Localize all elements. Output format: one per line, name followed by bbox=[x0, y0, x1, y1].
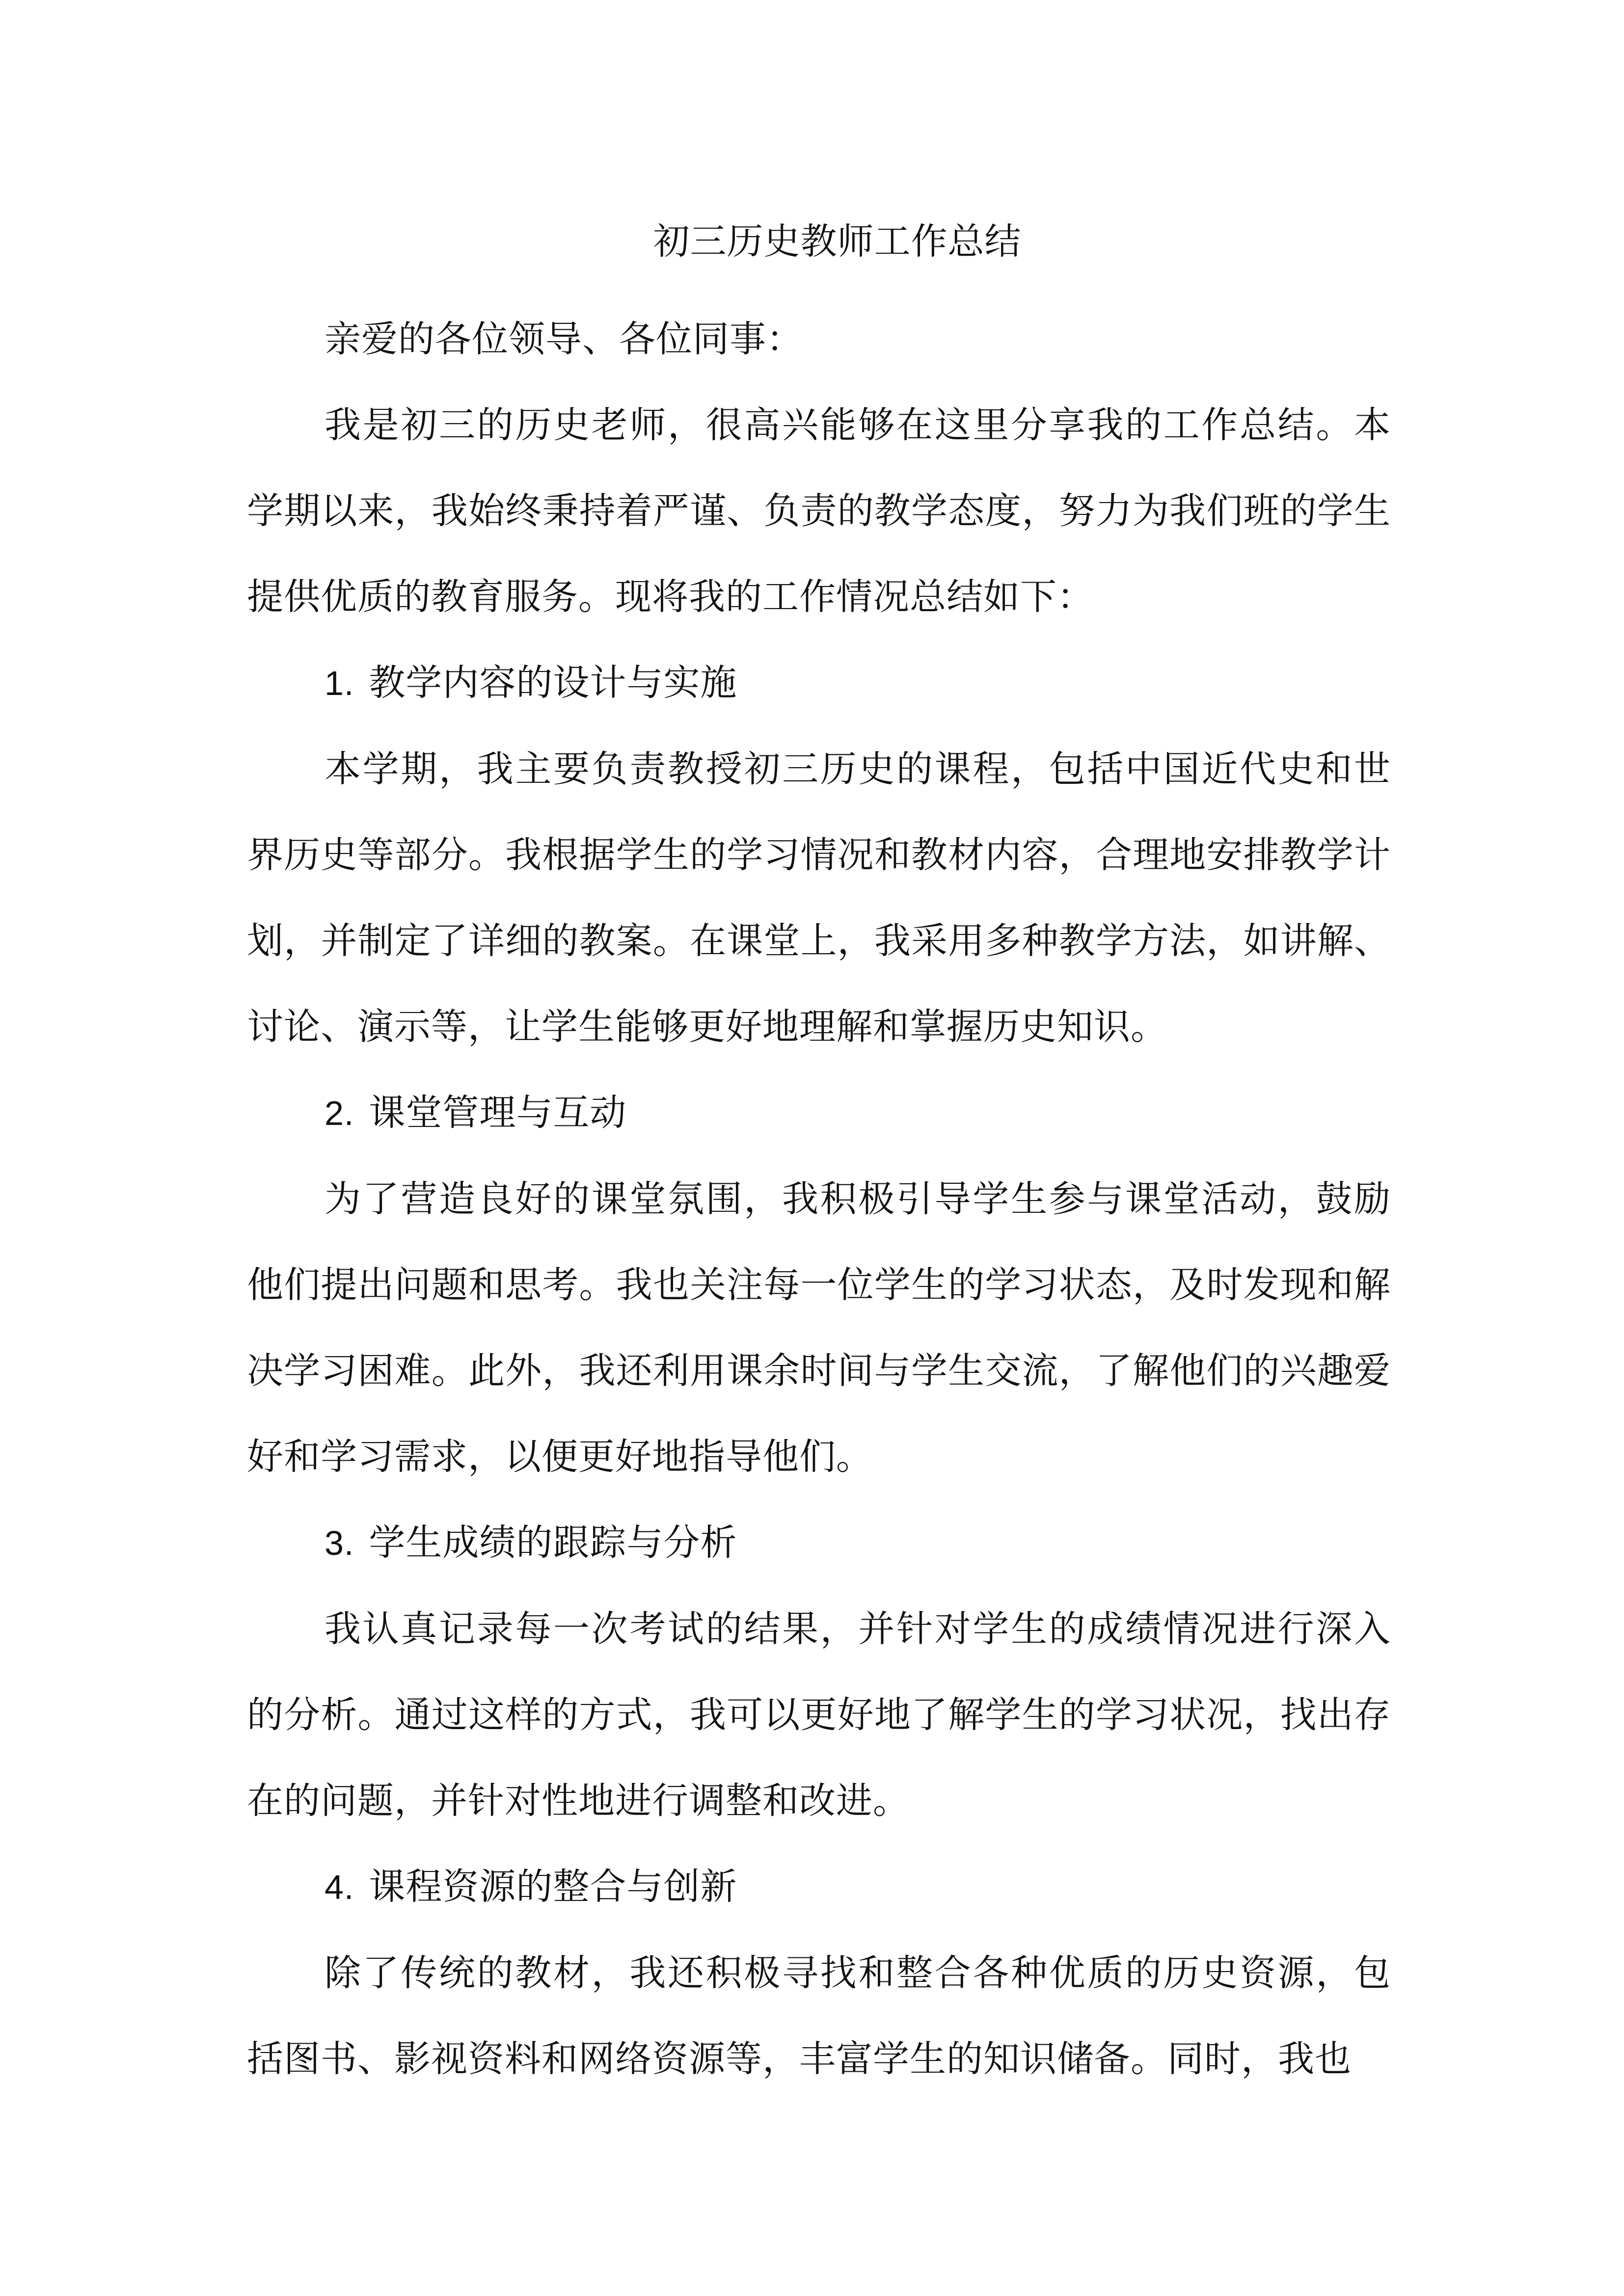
greeting: 亲爱的各位领导、各位同事： bbox=[325, 318, 803, 360]
section-heading-4 bbox=[247, 1844, 1391, 1930]
document-body bbox=[247, 212, 1391, 2102]
intro-paragraph: 我是初三的历史老师，很高兴能够在这里分享我的工作总结。本学期以来，我始终秉持着严谨、负责的教学态度，努力为我们班的学生提供优质的教育服务。现将我的工作情况总结如下： bbox=[247, 404, 1391, 618]
section-heading-text: 学生成绩的跟踪与分析 bbox=[369, 1522, 737, 1564]
section-body-4: 除了传统的教材，我还积极寻找和整合各种优质的历史资源，包括图书、影视资料和网络资源等，丰富学生的知识储备。同时，我也 bbox=[247, 1952, 1391, 2080]
section-heading-text: 教学内容的设计与实施 bbox=[369, 662, 737, 704]
document-title: 初三历史教师工作总结 bbox=[653, 220, 1022, 263]
section-number: 4. bbox=[325, 1868, 354, 1906]
section-heading-3 bbox=[247, 1500, 1391, 1586]
section-heading-text: 课堂管理与互动 bbox=[369, 1092, 627, 1134]
section-heading-1 bbox=[247, 640, 1391, 726]
section-number: 3. bbox=[325, 1524, 354, 1562]
section-heading-2 bbox=[247, 1070, 1391, 1156]
section-number: 2. bbox=[325, 1094, 354, 1132]
section-body-3: 我认真记录每一次考试的结果，并针对学生的成绩情况进行深入的分析。通过这样的方式，我可以更好地了解学生的学习状况，找出存在的问题，并针对性地进行调整和改进。 bbox=[247, 1608, 1391, 1822]
section-number: 1. bbox=[325, 664, 354, 702]
section-body-1: 本学期，我主要负责教授初三历史的课程，包括中国近代史和世界历史等部分。我根据学生的学习情况和教材内容，合理地安排教学计划，并制定了详细的教案。在课堂上，我采用多种教学方法，如讲解、讨论、演示等，让学生能够更好地理解和掌握历史知识。 bbox=[247, 748, 1391, 1048]
section-heading-text: 课程资源的整合与创新 bbox=[369, 1866, 737, 1908]
section-body-2: 为了营造良好的课堂氛围，我积极引导学生参与课堂活动，鼓励他们提出问题和思考。我也关注每一位学生的学习状态，及时发现和解决学习困难。此外，我还利用课余时间与学生交流，了解他们的兴趣爱好和学习需求，以便更好地指导他们。 bbox=[247, 1178, 1391, 1478]
